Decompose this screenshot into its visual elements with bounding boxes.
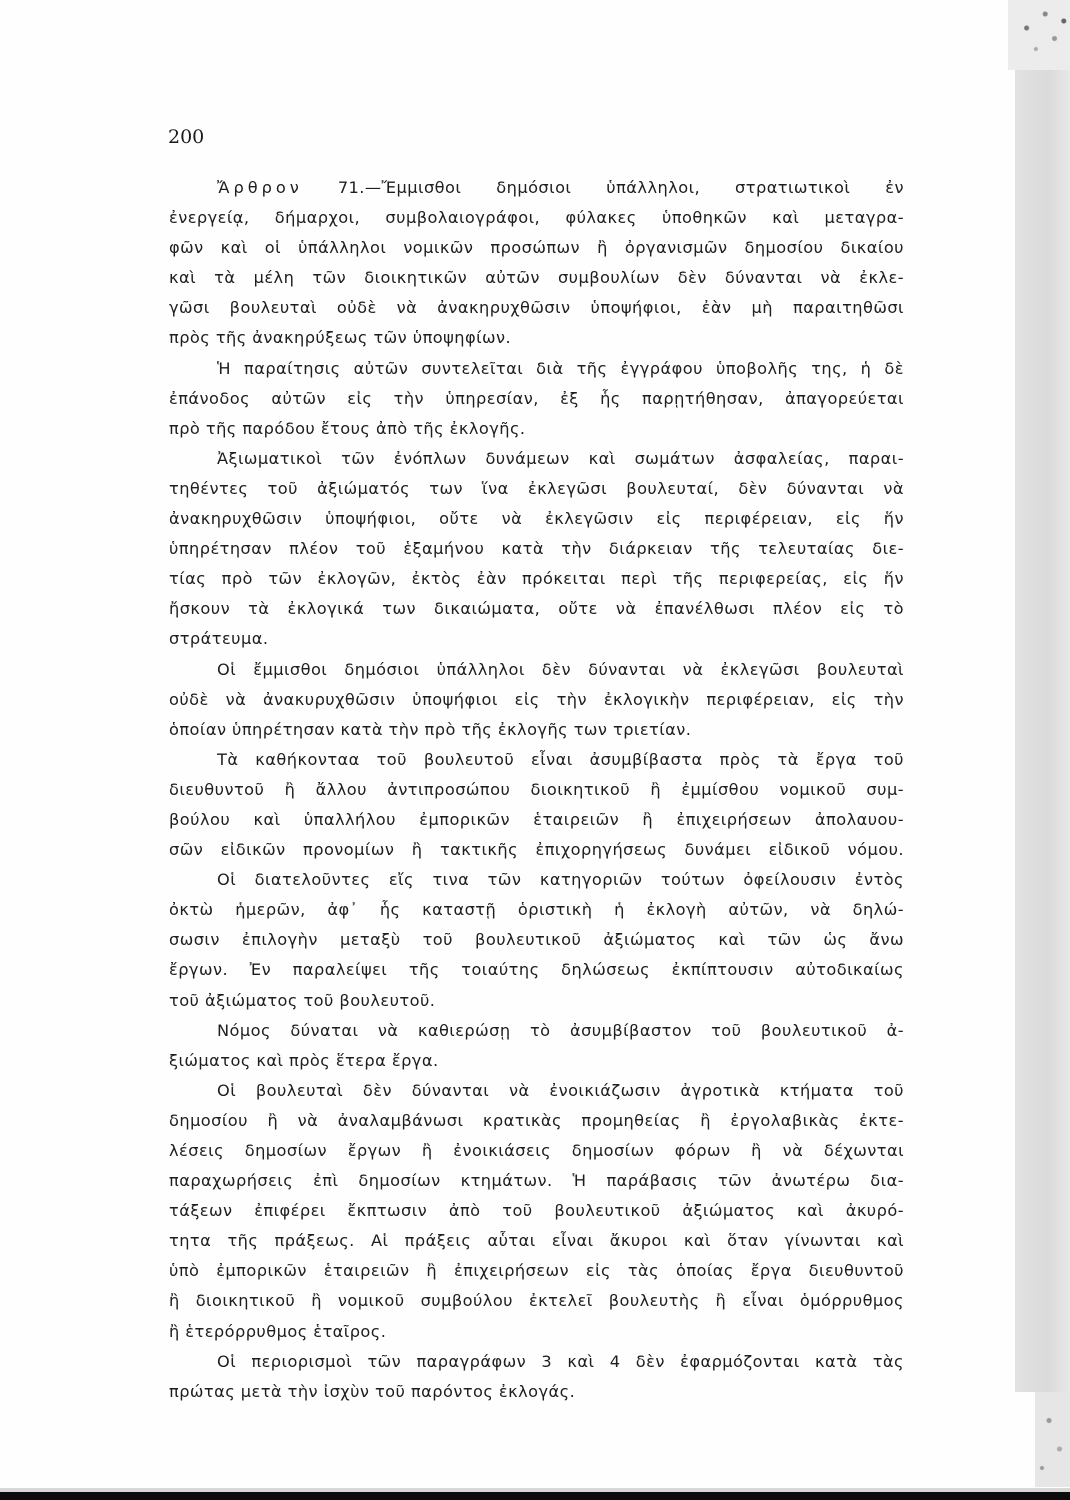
text-line: τηθέντες τοῦ ἀξιώματός των ἵνα ἐκλεγῶσι βουλευταί, δὲν δύνανται νὰ [169,478,904,498]
text-line: πρὸς τῆς ἀνακηρύξεως τῶν ὑποψηφίων. [169,328,512,348]
text-line: τίας πρὸ τῶν ἐκλογῶν, ἐκτὸς ἐὰν πρόκειται περὶ τῆς περιφερείας, εἰς ἥν [169,569,904,589]
text-line: τοῦ ἀξιώματος τοῦ βουλευτοῦ. [169,990,436,1010]
text-line: στράτευμα. [169,629,269,649]
text-line: Νόμος δύναται νὰ καθιερώσῃ τὸ ἀσυμβίβαστον τοῦ βουλευτικοῦ ἀ- [217,1020,904,1040]
text-line: ἔργων. Ἐν παραλείψει τῆς τοιαύτης δηλώσεως ἐκπίπτουσιν αὐτοδικαίως [169,960,904,980]
binding-shadow [1015,62,1070,1392]
text-line: ἐνεργείᾳ, δήμαρχοι, συμβολαιογράφοι, φύλακες ὑποθηκῶν καὶ μεταγρα- [169,208,904,228]
text-line: Οἱ ἔμμισθοι δημόσιοι ὑπάλληλοι δὲν δύνανται νὰ ἐκλεγῶσι βουλευταὶ [217,659,904,679]
paragraph [169,354,904,444]
text-line: Ἀξιωματικοὶ τῶν ἐνόπλων δυνάμεων καὶ σωμάτων ἀσφαλείας, παραι- [217,448,904,468]
text-line: ὁποίαν ὑπηρέτησαν κατὰ τὴν πρὸ τῆς ἐκλογῆς των τριετίαν. [169,719,692,739]
scan-artifact-top [1008,0,1070,70]
text-line: ἤσκουν τὰ ἐκλογικά των δικαιώματα, οὔτε νὰ ἐπανέλθωσι πλέον εἰς τὸ [169,599,904,619]
paragraph [169,1076,904,1347]
text-line: τητα τῆς πράξεως. Αἱ πράξεις αὗται εἶναι ἄκυροι καὶ ὅταν γίνωνται καὶ [169,1231,904,1251]
text-line: πρώτας μετὰ τὴν ἰσχὺν τοῦ παρόντος ἐκλογάς. [169,1381,576,1401]
paragraph [169,745,904,865]
text-line: ἐπάνοδος αὐτῶν εἰς τὴν ὑπηρεσίαν, ἐξ ἧς παρῃτήθησαν, ἀπαγορεύεται [169,388,904,408]
paragraph [169,173,904,354]
paragraph [169,655,904,745]
article-body [169,173,904,1407]
paragraph [169,1016,904,1076]
text-line: Τὰ καθήκονταα τοῦ βουλευτοῦ εἶναι ἀσυμβίβαστα πρὸς τὰ ἔργα τοῦ [217,749,904,769]
text-line: τάξεων ἐπιφέρει ἔκπτωσιν ἀπὸ τοῦ βουλευτικοῦ ἀξιώματος καὶ ἀκυρό- [169,1201,904,1221]
paragraph [169,1347,904,1407]
text-line: ξιώματος καὶ πρὸς ἕτερα ἔργα. [169,1050,439,1070]
text-line: ἀνακηρυχθῶσιν ὑποψήφιοι, οὔτε νὰ ἐκλεγῶσιν εἰς περιφέρειαν, εἰς ἥν [169,509,904,529]
text-line [169,173,904,203]
text-line: σῶν εἰδικῶν προνομίων ἢ τακτικῆς ἐπιχορηγήσεως δυνάμει εἰδικοῦ νόμου. [169,840,904,860]
paragraph [169,865,904,1015]
text-line: οὐδὲ νὰ ἀνακυρυχθῶσιν ὑποψήφιοι εἰς τὴν ἐκλογικὴν περιφέρειαν, εἰς τὴν [169,689,904,709]
paragraph [169,444,904,655]
text-line: ὑπὸ ἐμπορικῶν ἑταιρειῶν ἢ ἐπιχειρήσεων εἰς τὰς ὁποίας ἔργα διευθυντοῦ [169,1261,904,1281]
text-line: φῶν καὶ οἱ ὑπάλληλοι νομικῶν προσώπων ἢ ὀργανισμῶν δημοσίου δικαίου [169,238,904,258]
text-line: καὶ τὰ μέλη τῶν διοικητικῶν αὐτῶν συμβουλίων δὲν δύνανται νὰ ἐκλε- [169,268,904,288]
scan-border [0,1492,1070,1500]
text-line: γῶσι βουλευταὶ οὐδὲ νὰ ἀνακηρυχθῶσιν ὑποψήφιοι, ἐὰν μὴ παραιτηθῶσι [169,298,904,318]
article-number: 71.— [337,178,382,197]
page-number: 200 [168,126,205,148]
text-line: Οἱ περιορισμοὶ τῶν παραγράφων 3 καὶ 4 δὲν ἐφαρμόζονται κατὰ τὰς [217,1351,904,1371]
text-line: παραχωρήσεις ἐπὶ δημοσίων κτημάτων. Ἡ παράβασις τῶν ἀνωτέρω δια- [169,1171,904,1191]
text-line: δημοσίου ἢ νὰ ἀναλαμβάνωσι κρατικὰς προμηθείας ἢ ἐργολαβικὰς ἐκτε- [169,1110,904,1130]
text-line: Οἱ διατελοῦντες εἴς τινα τῶν κατηγοριῶν τούτων ὀφείλουσιν ἐντὸς [217,870,904,890]
text-line: Ἡ παραίτησις αὐτῶν συντελεῖται διὰ τῆς ἐγγράφου ὑποβολῆς της, ἡ δὲ [217,358,904,378]
text-line: πρὸ τῆς παρόδου ἔτους ἀπὸ τῆς ἐκλογῆς. [169,418,526,438]
text-line: ὑπηρέτησαν πλέον τοῦ ἑξαμήνου κατὰ τὴν διάρκειαν τῆς τελευταίας διε- [169,539,904,559]
text-line: σωσιν ἐπιλογὴν μεταξὺ τοῦ βουλευτικοῦ ἀξιώματος καὶ τῶν ὡς ἄνω [169,930,904,950]
text-line: ἢ διοικητικοῦ ἢ νομικοῦ συμβούλου ἐκτελεῖ βουλευτὴς ἢ εἶναι ὁμόρρυθμος [169,1291,904,1311]
scan-artifact-bottom [1035,1392,1070,1487]
text-line: βούλου καὶ ὑπαλλήλου ἐμπορικῶν ἑταιρειῶν ἢ ἐπιχειρήσεων ἀπολαυου- [169,809,904,829]
text-line: ἢ ἑτερόρρυθμος ἑταῖρος. [169,1321,387,1341]
text-line: διευθυντοῦ ἢ ἄλλου ἀντιπροσώπου διοικητικοῦ ἢ ἐμμίσθου νομικοῦ συμ- [169,779,904,799]
text-line: λέσεις δημοσίων ἔργων ἢ ἐνοικιάσεις δημοσίων φόρων ἢ νὰ δέχωνται [169,1141,904,1160]
text-line-content: Ἔμμισθοι δημόσιοι ὑπάλληλοι, στρατιωτικοὶ ἐν [381,178,904,197]
text-line: ὀκτὼ ἡμερῶν, ἀφ᾽ ἧς καταστῇ ὁριστικὴ ἡ ἐκλογὴ αὐτῶν, νὰ δηλώ- [169,900,904,920]
text-line: Οἱ βουλευταὶ δὲν δύνανται νὰ ἐνοικιάζωσιν ἀγροτικὰ κτήματα τοῦ [217,1080,904,1100]
article-heading: Ἄρθρον [217,178,303,197]
